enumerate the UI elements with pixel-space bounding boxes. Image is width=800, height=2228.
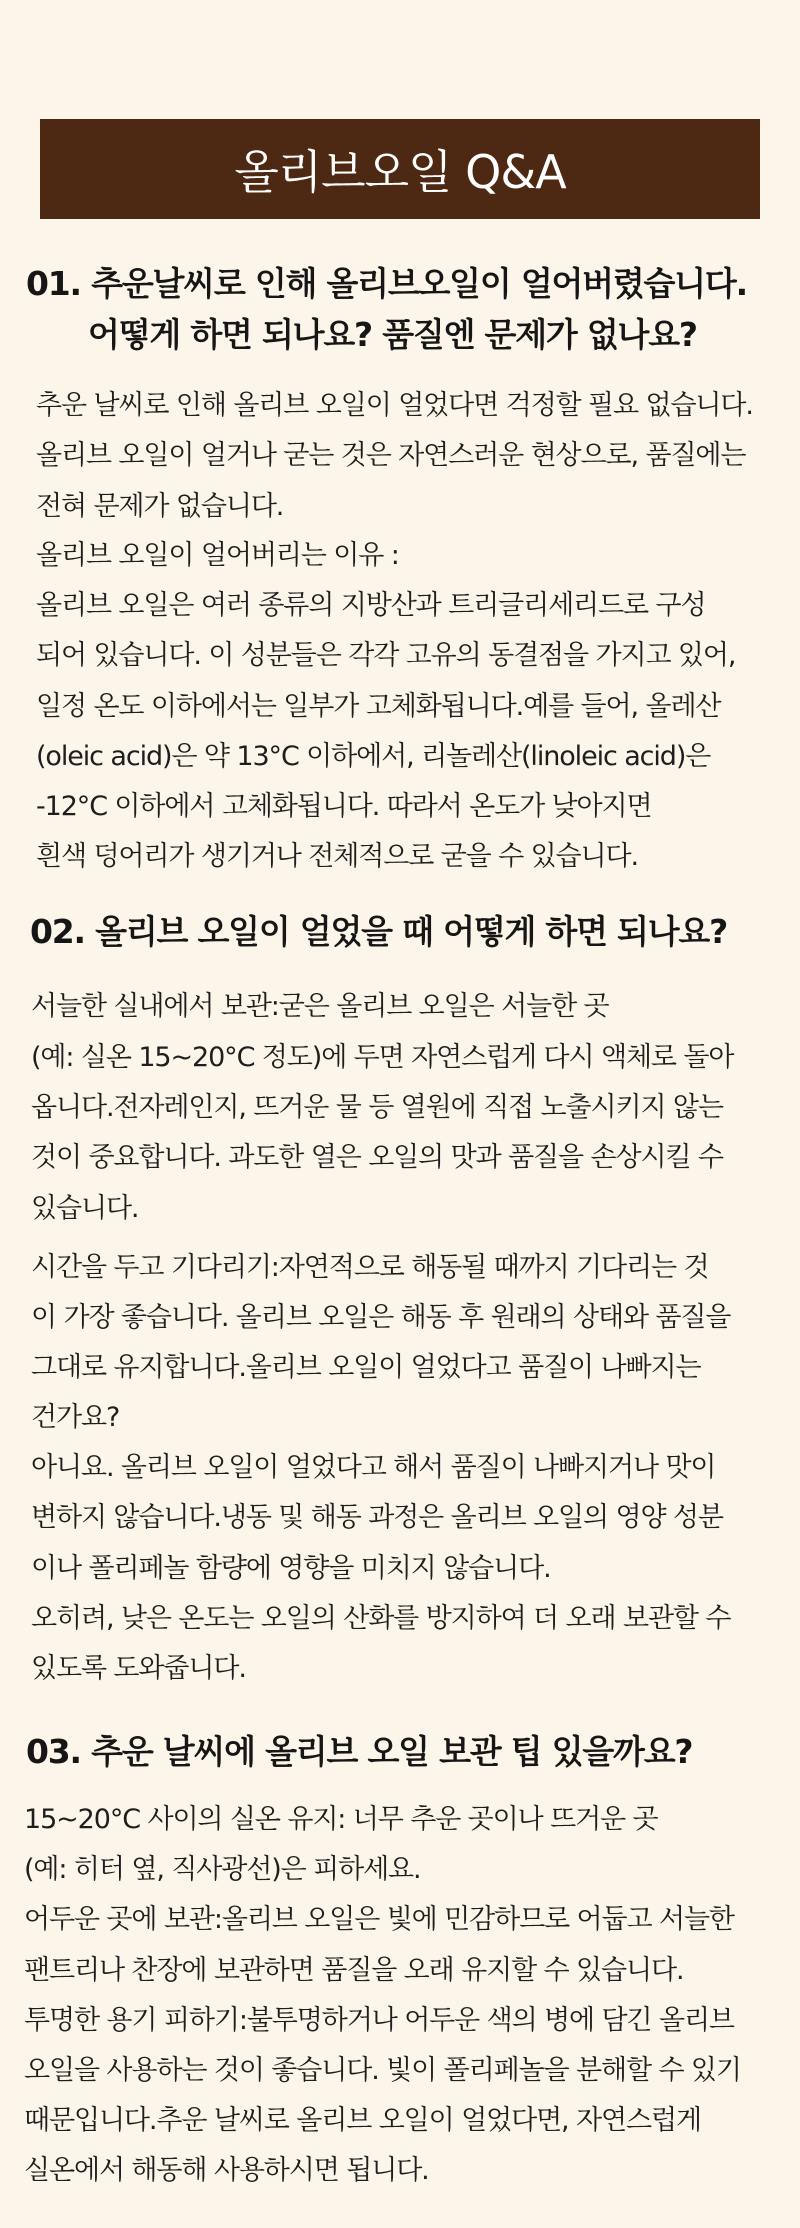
section-1-line: 일정 온도 이하에서는 일부가 고체화됩니다.예를 들어, 올레산	[36, 691, 721, 722]
section-3-line: (예: 히터 옆, 직사광선)은 피하세요.	[24, 1854, 421, 1885]
section-1-line: 되어 있습니다. 이 성분들은 각각 고유의 동결점을 가지고 있어,	[36, 640, 736, 671]
section-1-line: -12°C 이하에서 고체화됩니다. 따라서 온도가 낮아지면	[36, 791, 652, 822]
section-1-line: 전혀 문제가 없습니다.	[36, 491, 284, 522]
section-2-line: 것이 중요합니다. 과도한 열은 오일의 맛과 품질을 손상시킬 수	[31, 1142, 723, 1173]
section-2-line: 아니요. 올리브 오일이 얼었다고 해서 품질이 나빠지거나 맛이	[31, 1452, 716, 1483]
section-1-line: 올리브 오일이 얼어버리는 이유 :	[36, 540, 399, 571]
section-2-line: 있습니다.	[31, 1193, 139, 1224]
section-2-line: 이 가장 좋습니다. 올리브 오일은 해동 후 원래의 상태와 품질을	[31, 1302, 731, 1333]
section-1-line: 올리브 오일은 여러 종류의 지방산과 트리글리세리드로 구성	[36, 590, 706, 621]
section-1-line: 추운 날씨로 인해 올리브 오일이 얼었다면 걱정할 필요 없습니다.	[36, 390, 753, 421]
section-1-heading-line-2: 어떻게 하면 되나요? 품질엔 문제가 없나요?	[88, 315, 697, 354]
section-2-line: 서늘한 실내에서 보관:굳은 올리브 오일은 서늘한 곳	[31, 991, 609, 1022]
section-2-line: 건가요?	[31, 1402, 120, 1433]
section-1-heading-line-1: 01. 추운날씨로 인해 올리브오일이 얼어버렸습니다.	[26, 264, 747, 303]
section-2-line: 이나 폴리페놀 함량에 영향을 미치지 않습니다.	[31, 1553, 551, 1584]
section-2-heading: 02. 올리브 오일이 얼었을 때 어떻게 하면 되나요?	[30, 912, 728, 951]
section-2-line: 시간을 두고 기다리기:자연적으로 해동될 때까지 기다리는 것	[31, 1252, 709, 1283]
title-banner	[40, 119, 760, 219]
section-3-heading: 03. 추운 날씨에 올리브 오일 보관 팁 있을까요?	[26, 1732, 693, 1771]
section-3-line: 투명한 용기 피하기:불투명하거나 어두운 색의 병에 담긴 올리브	[24, 2005, 734, 2036]
section-2-line: 있도록 도와줍니다.	[31, 1653, 246, 1684]
section-2-line: 그대로 유지합니다.올리브 오일이 얼었다고 품질이 나빠지는	[31, 1352, 701, 1383]
section-1-line: 흰색 덩어리가 생기거나 전체적으로 굳을 수 있습니다.	[36, 841, 638, 872]
section-1-line: 올리브 오일이 얼거나 굳는 것은 자연스러운 현상으로, 품질에는	[36, 440, 746, 471]
section-3-line: 팬트리나 찬장에 보관하면 품질을 오래 유지할 수 있습니다.	[24, 1955, 684, 1986]
section-3-line: 15~20°C 사이의 실온 유지: 너무 추운 곳이나 뜨거운 곳	[24, 1804, 658, 1835]
section-3-line: 실온에서 해동해 사용하시면 됩니다.	[24, 2155, 429, 2186]
page-title: 올리브오일 Q&A	[234, 145, 566, 199]
section-2-line: (예: 실온 15~20°C 정도)에 두면 자연스럽게 다시 액체로 돌아	[31, 1042, 734, 1073]
section-2-line: 변하지 않습니다.냉동 및 해동 과정은 올리브 오일의 영양 성분	[31, 1502, 723, 1533]
section-3-line: 때문입니다.추운 날씨로 올리브 오일이 얼었다면, 자연스럽게	[24, 2105, 701, 2136]
section-2-line: 옵니다.전자레인지, 뜨거운 물 등 열원에 직접 노출시키지 않는	[31, 1092, 723, 1123]
section-3-line: 오일을 사용하는 것이 좋습니다. 빛이 폴리페놀을 분해할 수 있기	[24, 2055, 741, 2086]
section-1-line: (oleic acid)은 약 13°C 이하에서, 리놀레산(linoleic acid)은	[36, 741, 711, 772]
section-3-line: 어두운 곳에 보관:올리브 오일은 빛에 민감하므로 어둡고 서늘한	[24, 1904, 734, 1935]
section-2-line: 오히려, 낮은 온도는 오일의 산화를 방지하여 더 오래 보관할 수	[31, 1603, 731, 1634]
